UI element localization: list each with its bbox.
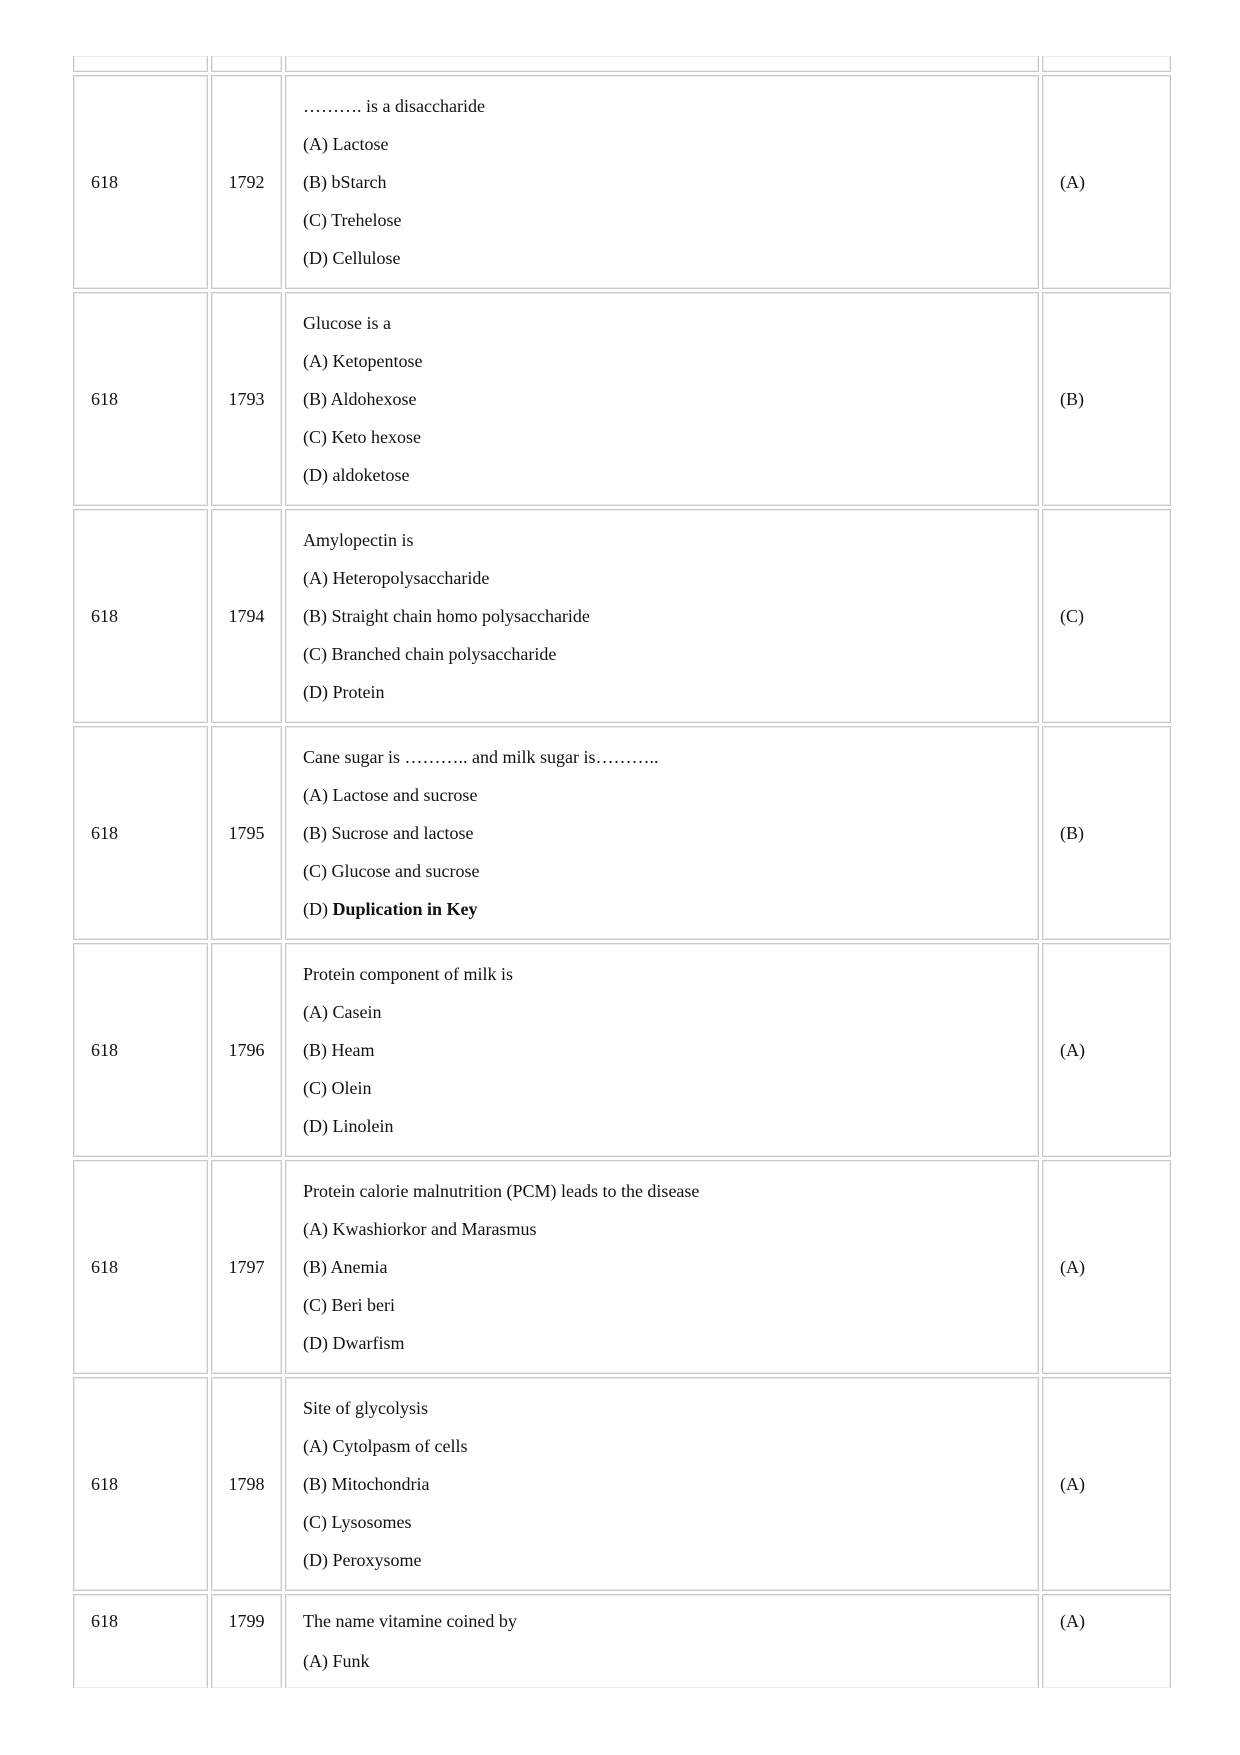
option-a: (A) Casein bbox=[303, 1002, 382, 1022]
option-a: (A) Heteropolysaccharide bbox=[303, 568, 490, 588]
answer-key: (A) bbox=[1042, 1377, 1171, 1591]
option-a: (A) Ketopentose bbox=[303, 351, 423, 371]
table-row bbox=[73, 1594, 1171, 1688]
question-number: 1795 bbox=[211, 726, 282, 940]
question-cell bbox=[285, 292, 1039, 506]
option-c: (C) Branched chain polysaccharide bbox=[303, 644, 557, 664]
question-number: 1799 bbox=[211, 1594, 282, 1688]
question-cell bbox=[285, 943, 1039, 1157]
table-row bbox=[73, 75, 1171, 289]
table-row bbox=[73, 292, 1171, 506]
question-number: 1797 bbox=[211, 1160, 282, 1374]
question-table bbox=[73, 56, 1171, 1691]
question-cell bbox=[285, 75, 1039, 289]
table-row bbox=[73, 726, 1171, 940]
question-cell bbox=[285, 1594, 1039, 1688]
option-d: (D) Cellulose bbox=[303, 248, 401, 268]
table-row bbox=[73, 509, 1171, 723]
answer-key: (A) bbox=[1042, 1594, 1171, 1688]
answer-key: (A) bbox=[1042, 943, 1171, 1157]
subject-cell bbox=[73, 56, 208, 72]
option-d-prefix: (D) bbox=[303, 899, 328, 919]
option-b: (B) Sucrose and lactose bbox=[303, 823, 474, 843]
question-text: The name vitamine coined by bbox=[303, 1611, 517, 1631]
option-b: (B) Anemia bbox=[303, 1257, 388, 1277]
answer-key: (A) bbox=[1042, 1160, 1171, 1374]
subject-code: 618 bbox=[73, 292, 208, 506]
option-b: (B) Mitochondria bbox=[303, 1474, 430, 1494]
option-d: (D) aldoketose bbox=[303, 465, 410, 485]
option-b: (B) Heam bbox=[303, 1040, 375, 1060]
table-row bbox=[73, 943, 1171, 1157]
subject-code: 618 bbox=[73, 1377, 208, 1591]
table-row-continued bbox=[73, 56, 1171, 72]
option-b: (B) Straight chain homo polysaccharide bbox=[303, 606, 590, 626]
option-a: (A) Lactose bbox=[303, 134, 389, 154]
question-cell bbox=[285, 1377, 1039, 1591]
option-d bbox=[303, 899, 658, 919]
question-text: Site of glycolysis bbox=[303, 1398, 428, 1418]
option-c: (C) Beri beri bbox=[303, 1295, 395, 1315]
question-cell bbox=[285, 726, 1039, 940]
question-text: Protein component of milk is bbox=[303, 964, 513, 984]
question-number: 1798 bbox=[211, 1377, 282, 1591]
question-cell bbox=[285, 1160, 1039, 1374]
number-cell bbox=[211, 56, 282, 72]
answer-key: (A) bbox=[1042, 75, 1171, 289]
question-text: ………. is a disaccharide bbox=[303, 96, 485, 116]
option-a: (A) Kwashiorkor and Marasmus bbox=[303, 1219, 537, 1239]
subject-code: 618 bbox=[73, 1594, 208, 1688]
option-a: (A) Cytolpasm of cells bbox=[303, 1436, 468, 1456]
option-d: (D) Dwarfism bbox=[303, 1333, 405, 1353]
question-cell bbox=[285, 56, 1039, 72]
option-b: (B) Aldohexose bbox=[303, 389, 417, 409]
question-text: Cane sugar is ……….. and milk sugar is……….. bbox=[303, 747, 659, 767]
answer-cell bbox=[1042, 56, 1171, 72]
subject-code: 618 bbox=[73, 726, 208, 940]
question-text: Glucose is a bbox=[303, 313, 391, 333]
option-c: (C) Olein bbox=[303, 1078, 372, 1098]
question-text: Amylopectin is bbox=[303, 530, 414, 550]
subject-code: 618 bbox=[73, 943, 208, 1157]
option-d: (D) Linolein bbox=[303, 1116, 394, 1136]
table-row bbox=[73, 1160, 1171, 1374]
answer-key: (B) bbox=[1042, 292, 1171, 506]
option-c: (C) Glucose and sucrose bbox=[303, 861, 480, 881]
question-number: 1793 bbox=[211, 292, 282, 506]
option-a: (A) Lactose and sucrose bbox=[303, 785, 478, 805]
subject-code: 618 bbox=[73, 75, 208, 289]
answer-key: (B) bbox=[1042, 726, 1171, 940]
option-c: (C) Keto hexose bbox=[303, 427, 421, 447]
option-b: (B) bStarch bbox=[303, 172, 387, 192]
answer-key: (C) bbox=[1042, 509, 1171, 723]
table-row bbox=[73, 1377, 1171, 1591]
option-c: (C) Lysosomes bbox=[303, 1512, 412, 1532]
question-cell bbox=[285, 509, 1039, 723]
question-number: 1792 bbox=[211, 75, 282, 289]
subject-code: 618 bbox=[73, 1160, 208, 1374]
option-a: (A) Funk bbox=[303, 1651, 370, 1671]
question-number: 1796 bbox=[211, 943, 282, 1157]
option-c: (C) Trehelose bbox=[303, 210, 402, 230]
subject-code: 618 bbox=[73, 509, 208, 723]
option-d-note: Duplication in Key bbox=[332, 899, 478, 919]
option-d: (D) Peroxysome bbox=[303, 1550, 422, 1570]
question-number: 1794 bbox=[211, 509, 282, 723]
option-d: (D) Protein bbox=[303, 682, 385, 702]
question-text: Protein calorie malnutrition (PCM) leads to the disease bbox=[303, 1181, 700, 1201]
